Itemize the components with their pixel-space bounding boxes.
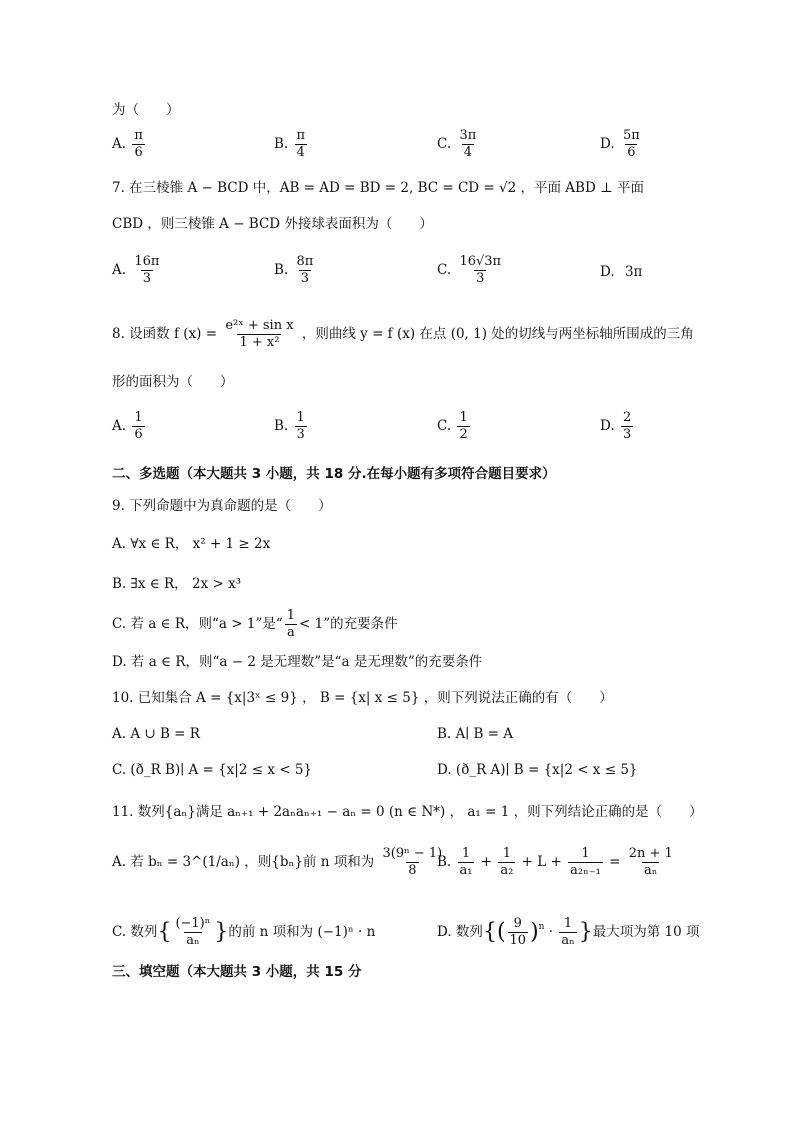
fraction: $\frac{3\pi}{4}$ bbox=[459, 128, 477, 160]
q9-option-a[interactable]: A. ∀x ∈ R， x² + 1 ≥ 2x bbox=[112, 536, 271, 552]
left-brace-icon: { bbox=[157, 919, 172, 945]
fraction: $\frac{\text{(−1)ⁿ}}{\text{aₙ}}$ bbox=[175, 916, 211, 948]
fraction: $\frac{5\pi}{6}$ bbox=[622, 128, 640, 160]
q10-stem: 10. 已知集合 A = {x|3ˣ ≤ 9} ， B = {x| x ≤ 5} ，则下列说法正确的有（ ） bbox=[112, 690, 613, 706]
section-heading-fill-in: 三、填空题（本大题共 3 小题，共 15 分 bbox=[112, 964, 362, 980]
option-label: D. bbox=[600, 136, 615, 152]
left-brace-icon: { bbox=[482, 919, 497, 945]
fraction: $\frac{1}{\text{a₂ₙ₋₁}}$ bbox=[570, 846, 601, 878]
fraction: $\frac{1}{\text{a₂}}$ bbox=[500, 846, 514, 878]
q8-stem-line1 bbox=[112, 318, 694, 351]
right-brace-icon: } bbox=[578, 919, 593, 945]
fraction: $\frac{2}{3}$ bbox=[622, 410, 632, 442]
q10-option-a[interactable]: A. A ∪ B = R bbox=[112, 726, 200, 742]
q8-option-d[interactable] bbox=[600, 410, 635, 443]
option-label: A. bbox=[112, 136, 127, 152]
q6-option-c[interactable] bbox=[437, 128, 480, 161]
option-label: D. bbox=[600, 264, 615, 280]
q6-option-d[interactable] bbox=[600, 128, 644, 161]
fraction: $\frac{1}{2}$ bbox=[459, 410, 468, 442]
q7-stem-line1: 7. 在三棱锥 A − BCD 中，AB = AD = BD = 2, BC = CD = √2 ，平面 ABD ⊥ 平面 bbox=[112, 180, 645, 196]
fraction: $\frac{1}{\text{aₙ}}$ bbox=[561, 916, 575, 948]
fraction: $\frac{1}{3}$ bbox=[296, 410, 305, 442]
q9-stem: 9. 下列命题中为真命题的是（ ） bbox=[112, 498, 332, 514]
q11-option-b[interactable] bbox=[437, 846, 677, 879]
q7-option-b[interactable] bbox=[274, 254, 317, 287]
q8-option-b[interactable] bbox=[274, 410, 309, 443]
fraction: $\frac{2n + 1}{\text{aₙ}}$ bbox=[628, 846, 673, 878]
dot-operator: · bbox=[544, 924, 558, 940]
plus-sign: + bbox=[480, 854, 493, 870]
fraction: $\frac{1}{\text{a₁}}$ bbox=[459, 846, 473, 878]
section-heading-multiple-choice: 二、多选题（本大题共 3 小题，共 18 分.在每小题有多项符合题目要求） bbox=[112, 466, 556, 482]
q10-option-d[interactable]: D. (ð_R A)∣ B = {x|2 < x ≤ 5} bbox=[437, 762, 638, 778]
q7-stem-line2: CBD ，则三棱锥 A − BCD 外接球表面积为（ ） bbox=[112, 216, 433, 232]
q8-stem-line2: 形的面积为（ ） bbox=[112, 374, 234, 390]
q8-function-fraction: $\frac{\text{e²ˣ + sin x}}{\text{1 + x²}}$ bbox=[225, 318, 294, 350]
q11-c-prefix: C. 数列 bbox=[112, 924, 158, 940]
option-label: B. bbox=[274, 136, 289, 152]
q11-stem: 11. 数列{aₙ}满足 aₙ₊₁ + 2aₙaₙ₊₁ − aₙ = 0 (n ∈ N*) ， a₁ = 1 ，则下列结论正确的是（ ） bbox=[112, 804, 703, 820]
q8-option-a[interactable] bbox=[112, 410, 147, 443]
q11-option-a[interactable] bbox=[112, 846, 446, 879]
q9-option-b[interactable]: B. ∃x ∈ R， 2x > x³ bbox=[112, 576, 242, 592]
fraction: $\frac{1}{a}$ bbox=[286, 608, 296, 640]
fraction: $\frac{\pi}{4}$ bbox=[296, 128, 306, 160]
q6-option-b[interactable] bbox=[274, 128, 309, 161]
q7-option-a[interactable] bbox=[112, 254, 163, 287]
fraction: $\frac{16\pi}{3}$ bbox=[134, 254, 160, 286]
fraction: $\frac{\text{3(9ⁿ − 1)}}{8}$ bbox=[382, 846, 443, 878]
ellipsis-sum: + L + bbox=[521, 854, 562, 870]
q8-prefix: 8. 设函数 f (x) = bbox=[112, 326, 218, 342]
option-label: B. bbox=[437, 854, 452, 870]
option-label: A. bbox=[112, 262, 127, 278]
equals-sign: = bbox=[609, 854, 621, 870]
option-value: 3π bbox=[624, 264, 643, 280]
left-paren-icon: ( bbox=[496, 919, 506, 945]
right-paren-icon: ) bbox=[530, 919, 539, 945]
q11-option-d[interactable] bbox=[437, 916, 699, 949]
option-label: C. bbox=[437, 418, 452, 434]
q8-option-c[interactable] bbox=[437, 410, 472, 443]
exponent: n bbox=[538, 922, 545, 932]
option-label: D. bbox=[600, 418, 615, 434]
option-label: C. bbox=[437, 136, 452, 152]
q9-c-suffix: < 1”的充要条件 bbox=[299, 616, 398, 632]
fraction: $\frac{1}{6}$ bbox=[134, 410, 143, 442]
q11-d-prefix: D. 数列 bbox=[437, 924, 483, 940]
q7-option-c[interactable] bbox=[437, 254, 505, 287]
q10-option-c[interactable]: C. (ð_R B)∣ A = {x|2 ≤ x < 5} bbox=[112, 762, 313, 778]
q9-c-prefix: C. 若 a ∈ R，则“a > 1”是“ bbox=[112, 616, 283, 632]
fraction: $\frac{16√3\pi}{3}$ bbox=[459, 254, 502, 286]
q11-a-prefix: A. 若 bₙ = 3^(1/aₙ) ，则{bₙ}前 n 项和为 bbox=[112, 854, 375, 870]
fraction: $\frac{9}{10}$ bbox=[509, 916, 527, 948]
q9-option-c[interactable] bbox=[112, 608, 398, 641]
q10-option-b[interactable]: B. A∣ B = A bbox=[437, 726, 514, 742]
option-label: A. bbox=[112, 418, 127, 434]
q11-option-c[interactable] bbox=[112, 916, 375, 949]
q9-option-d[interactable]: D. 若 a ∈ R，则“a − 2 是无理数”是“a 是无理数”的充要条件 bbox=[112, 654, 483, 670]
q7-option-d[interactable] bbox=[600, 262, 642, 282]
option-label: B. bbox=[274, 262, 289, 278]
q11-d-suffix: 最大项为第 10 项 bbox=[592, 924, 700, 940]
q11-c-suffix: 的前 n 项和为 (−1)ⁿ · n bbox=[228, 924, 376, 940]
option-label: C. bbox=[437, 262, 452, 278]
q8-suffix: ，则曲线 y = f (x) 在点 (0, 1) 处的切线与两坐标轴所围成的三角 bbox=[301, 326, 694, 342]
q6-tail: 为（ ） bbox=[112, 102, 180, 118]
right-brace-icon: } bbox=[214, 919, 229, 945]
fraction: $\frac{8\pi}{3}$ bbox=[296, 254, 314, 286]
option-label: B. bbox=[274, 418, 289, 434]
fraction: $\frac{\pi}{6}$ bbox=[134, 128, 143, 160]
q6-option-a[interactable] bbox=[112, 128, 147, 161]
